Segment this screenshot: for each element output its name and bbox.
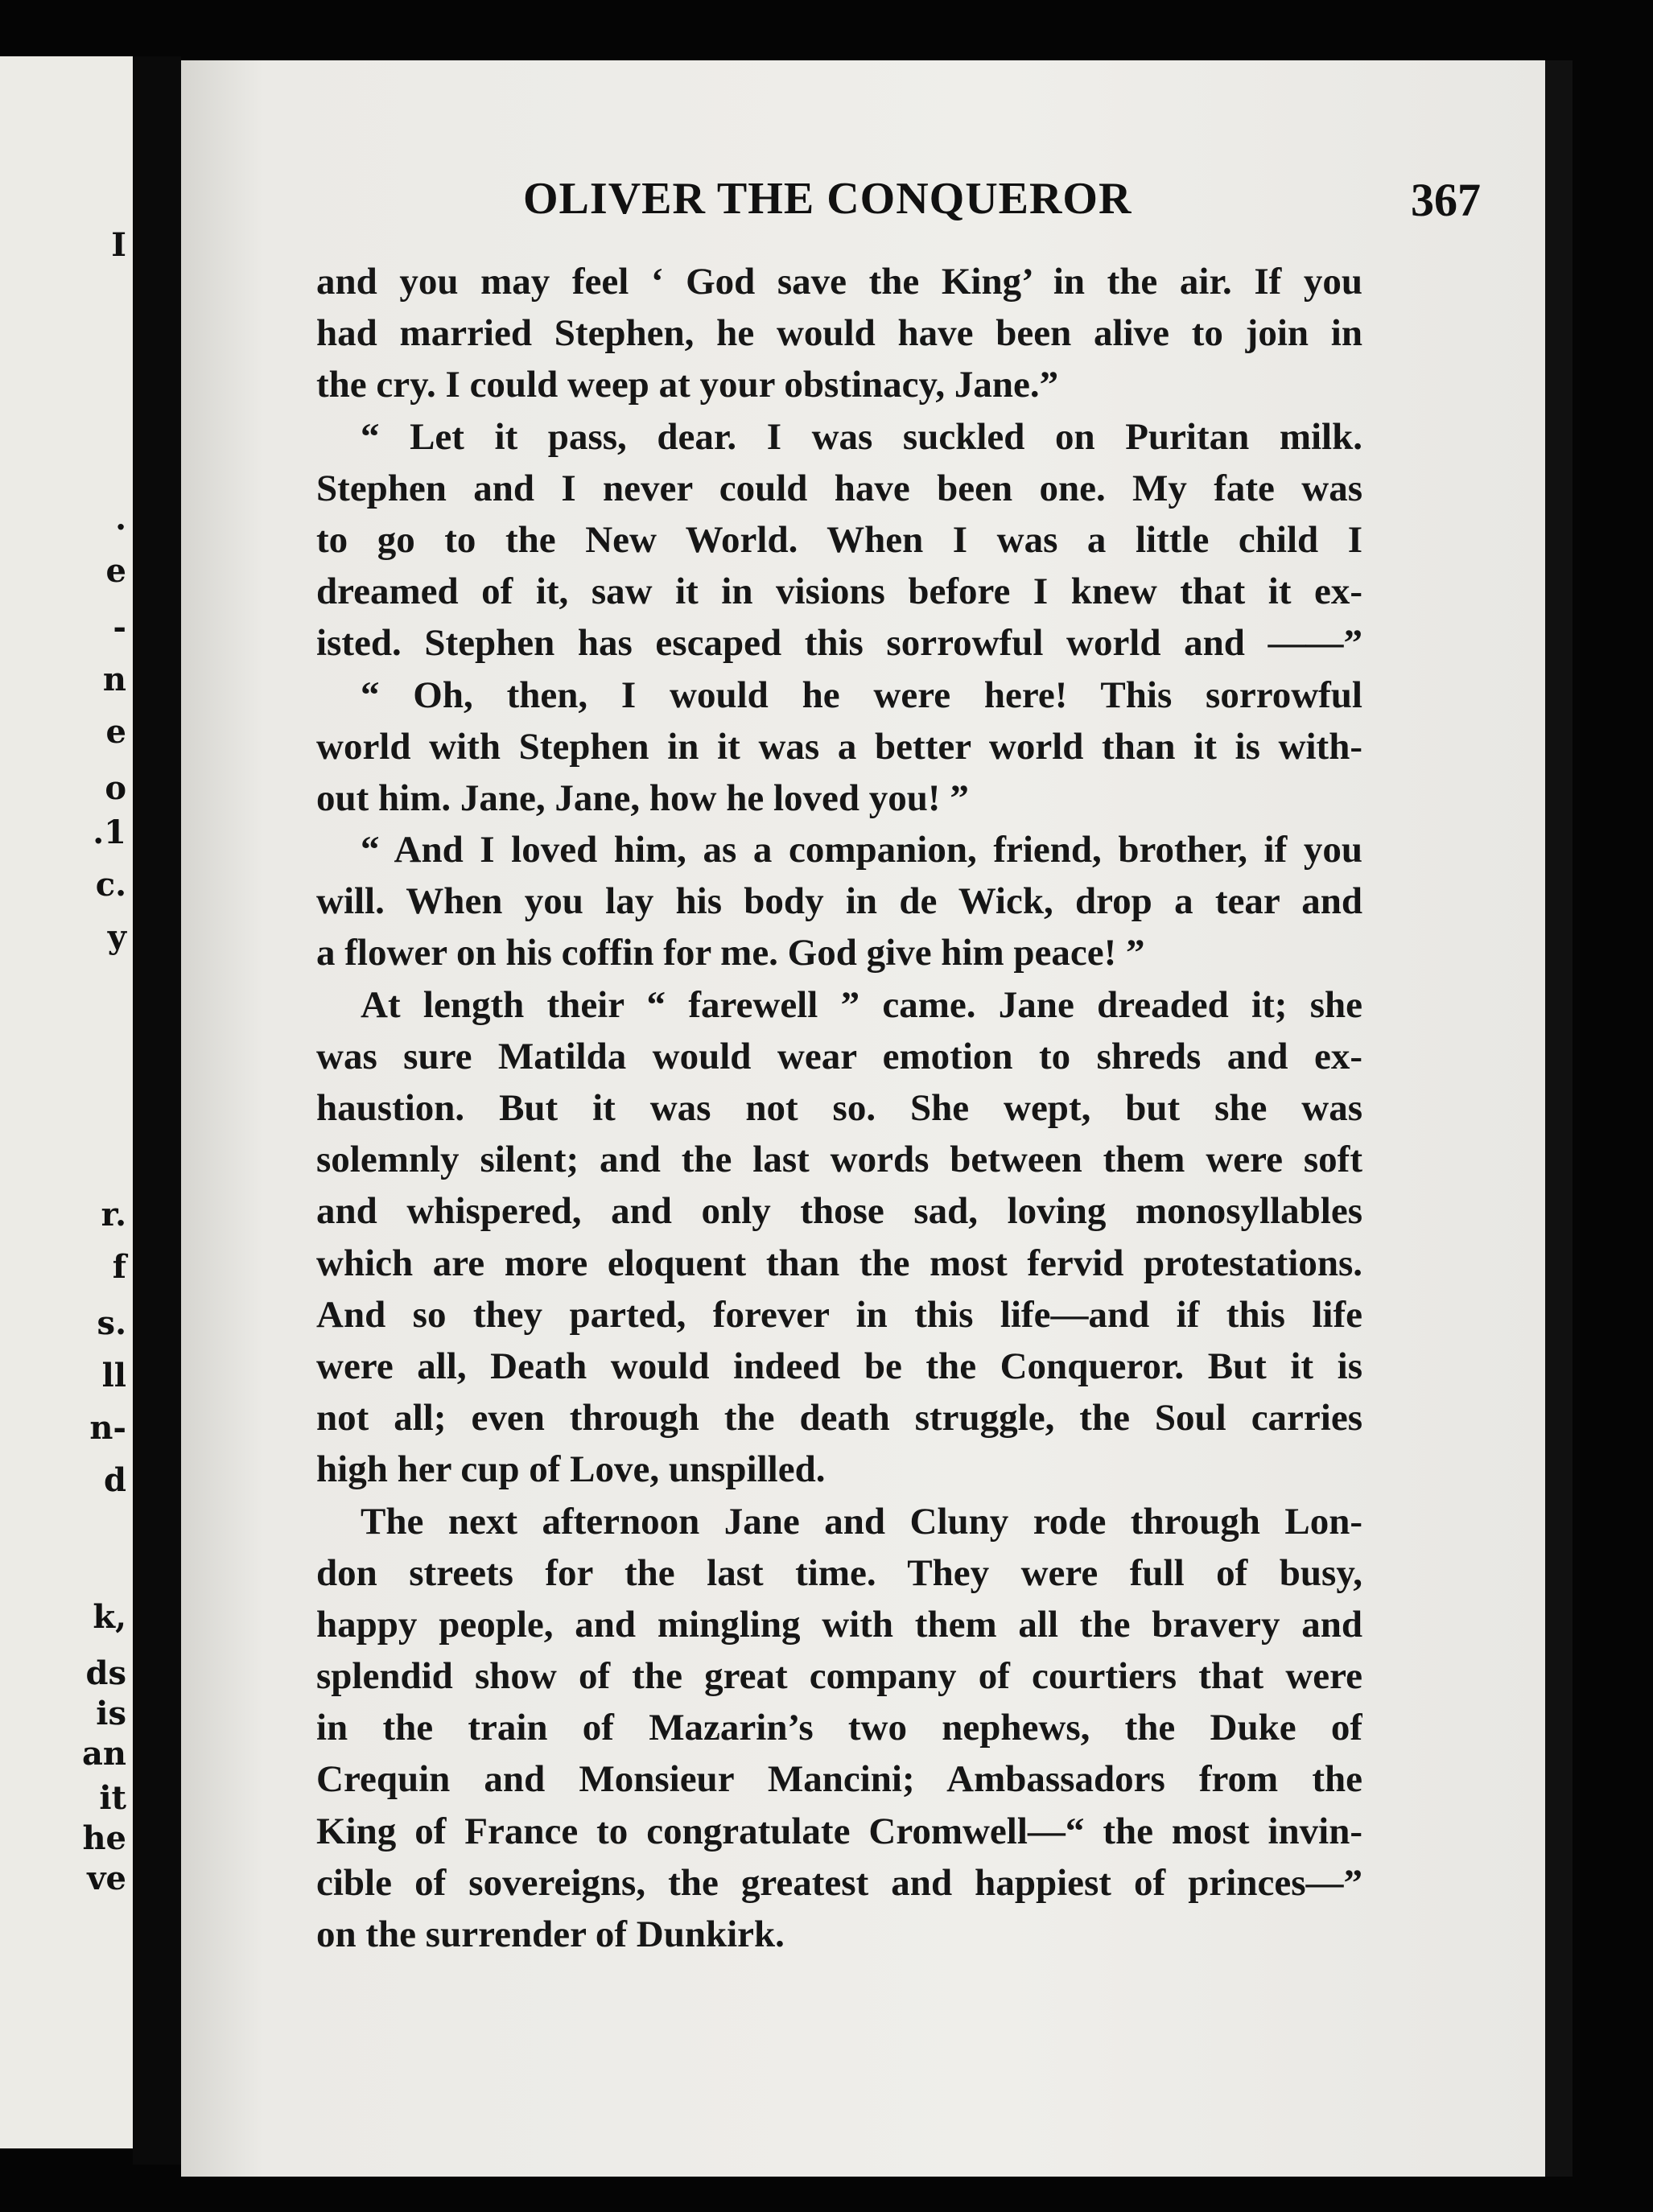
left-page-fragment: e — [105, 713, 126, 751]
text-line: solemnly silent; and the last words between them were soft — [316, 1139, 1362, 1181]
left-page-fragment: I — [111, 226, 126, 264]
text-line: had married Stephen, he would have been alive to join in — [316, 312, 1362, 355]
left-page-fragment: ve — [87, 1860, 126, 1897]
text-line: a flower on his coffin for me. God give him peace! ” — [316, 932, 1145, 974]
left-page-fragment: .1 — [93, 814, 126, 851]
left-page-fragment: d — [104, 1461, 126, 1499]
text-line: was sure Matilda would wear emotion to shreds and ex- — [316, 1035, 1362, 1077]
left-page-fragment: r. — [101, 1196, 126, 1234]
text-line: not all; even through the death struggle, the Soul carries — [316, 1397, 1362, 1440]
left-page-fragment: he — [82, 1819, 126, 1857]
text-line: high her cup of Love, unspilled. — [316, 1448, 826, 1491]
left-page-fragment: o — [105, 769, 126, 807]
text-line: “ Let it pass, dear. I was suckled on Puritan milk. — [361, 415, 1362, 458]
text-line: were all, Death would indeed be the Conqueror. But it is — [316, 1345, 1362, 1387]
left-page-fragment: n — [102, 661, 126, 698]
text-line: At length their “ farewell ” came. Jane dreaded it; she — [361, 983, 1362, 1026]
text-line: to go to the New World. When I was a little child I — [316, 518, 1362, 561]
text-line: isted. Stephen has escaped this sorrowful world and ——” — [316, 622, 1362, 665]
text-line: out him. Jane, Jane, how he loved you! ” — [316, 776, 969, 819]
text-line: which are more eloquent than the most fervid protestations. — [316, 1242, 1362, 1284]
text-line: and whispered, and only those sad, loving monosyllables — [316, 1190, 1362, 1233]
page-header — [181, 173, 1545, 237]
text-line: “ And I loved him, as a companion, friend, brother, if you — [361, 829, 1362, 871]
text-line: will. When you lay his body in de Wick, drop a tear and — [316, 880, 1362, 923]
text-line: happy people, and mingling with them all the bravery and — [316, 1603, 1362, 1646]
left-page-fragment: ds — [85, 1654, 126, 1692]
left-page-fragment: c. — [95, 866, 126, 904]
text-line: and you may feel ‘ God save the King’ in the air. If you — [316, 261, 1362, 303]
text-line: splendid show of the great company of courtiers that were — [316, 1655, 1362, 1698]
text-line: King of France to congratulate Cromwell—“ the most invin- — [316, 1810, 1362, 1852]
left-page-fragment: k, — [93, 1598, 126, 1636]
text-line: haustion. But it was not so. She wept, but she was — [316, 1087, 1362, 1129]
page-edge — [1545, 60, 1573, 2177]
left-page-fragment: ll — [101, 1357, 126, 1394]
left-page-fragment: n- — [89, 1409, 126, 1447]
book-page — [181, 60, 1545, 2177]
text-line: dreamed of it, saw it in visions before I knew that it ex- — [316, 571, 1362, 613]
text-line: world with Stephen in it was a better world than it is with- — [316, 725, 1362, 768]
text-line: And so they parted, forever in this life—and if this life — [316, 1293, 1362, 1336]
left-page-fragment: y — [107, 918, 126, 956]
left-facing-page — [0, 56, 133, 2148]
text-line: cible of sovereigns, the greatest and happiest of princes—” — [316, 1861, 1362, 1904]
text-line: “ Oh, then, I would he were here! This sorrowful — [361, 673, 1362, 716]
left-page-fragment: . — [115, 500, 126, 538]
page-number: 367 — [1411, 174, 1481, 226]
left-page-fragment: f — [112, 1248, 126, 1286]
left-page-fragment: - — [113, 608, 126, 646]
body-text — [316, 256, 1362, 1960]
left-page-fragment: s. — [97, 1304, 126, 1342]
text-line: on the surrender of Dunkirk. — [316, 1913, 785, 1955]
book-gutter — [133, 56, 181, 2165]
left-page-fragment: is — [96, 1695, 126, 1732]
text-line: Stephen and I never could have been one. My fate was — [316, 467, 1362, 509]
running-title: OLIVER THE CONQUEROR — [523, 174, 1132, 224]
left-page-fragment: it — [99, 1779, 126, 1817]
text-line: the cry. I could weep at your obstinacy, Jane.” — [316, 364, 1059, 406]
text-line: Crequin and Monsieur Mancini; Ambassadors from the — [316, 1758, 1362, 1801]
left-page-fragment: an — [82, 1735, 126, 1773]
text-line: in the train of Mazarin’s two nephews, the Duke of — [316, 1707, 1362, 1749]
text-line: don streets for the last time. They were full of busy, — [316, 1551, 1362, 1594]
text-line: The next afternoon Jane and Cluny rode through Lon- — [361, 1500, 1362, 1543]
left-page-fragment: e — [105, 552, 126, 590]
